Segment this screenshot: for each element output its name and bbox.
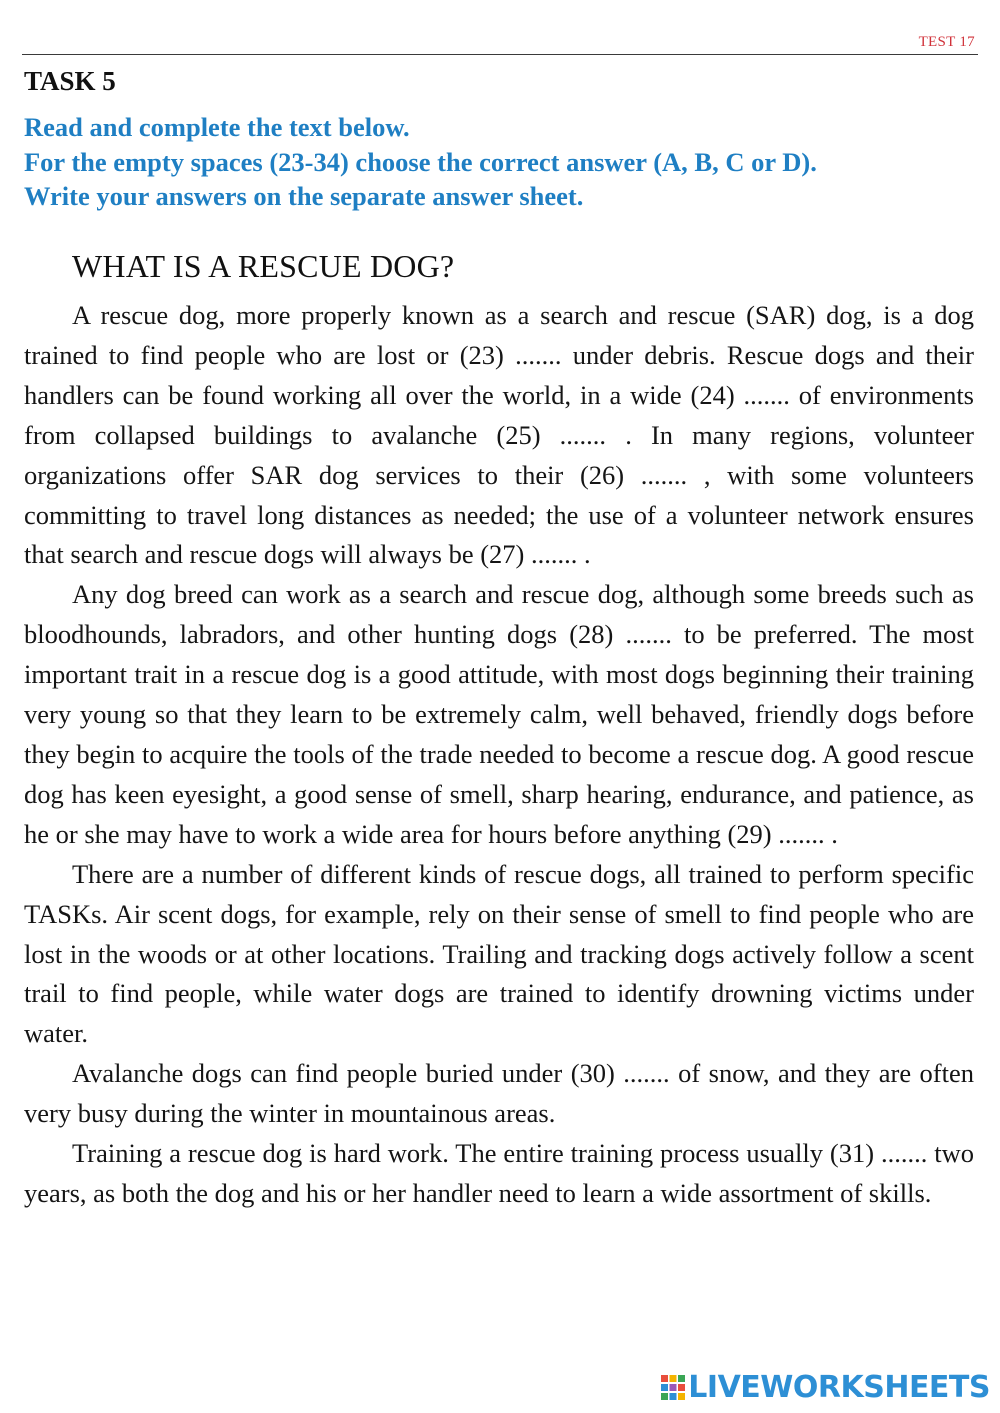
article-paragraph: There are a number of different kinds of rescue dogs, all trained to perform specific TASKs. Air scent dogs, for example, rely on their sense of smell to find people who are lost in the woods or at other locations. Trailing and tracking dogs actively follow a scent trail to find people, while water dogs are trained to identify drowning victims under water. — [24, 858, 974, 1049]
article-paragraph: A rescue dog, more properly known as a search and rescue (SAR) dog, is a dog trained to find people who are lost or (23) ....... under debris. Rescue dogs and their handlers can be found working all over the world, in a wide (24) ....... of environments from collapsed buildings to avalanche (25) ....... . In many regions, volunteer organizations offer SAR dog services to their (26) ....... , with some volunteers committing to travel long distances as needed; the use of a volunteer network ensures that search and rescue dogs will always be (27) ....... . — [24, 300, 974, 570]
article-body — [24, 296, 974, 1214]
instruction-line: Write your answers on the separate answer sheet. — [24, 181, 584, 211]
article-title: WHAT IS A RESCUE DOG? — [72, 248, 455, 284]
task-title: TASK 5 — [24, 66, 116, 96]
brand-name: LIVEWORKSHEETS — [688, 1370, 990, 1405]
test-label: TEST 17 — [918, 34, 975, 50]
liveworksheets-logo-icon — [660, 1373, 686, 1403]
header-divider — [22, 54, 978, 55]
task-instructions — [24, 110, 984, 214]
article-paragraph: Any dog breed can work as a search and rescue dog, although some breeds such as bloodhounds, labradors, and other hunting dogs (28) ....... to be preferred. The most important trait in a rescue dog is a good attitude, with most dogs beginning their training very young so that they learn to be extremely calm, well behaved, friendly dogs before they begin to acquire the tools of the trade needed to become a rescue dog. A good rescue dog has keen eyesight, a good sense of smell, sharp hearing, endurance, and patience, as he or she may have to work a wide area for hours before anything (29) ....... . — [24, 579, 974, 849]
article-paragraph: Avalanche dogs can find people buried under (30) ....... of snow, and they are often very busy during the winter in mountainous areas. — [24, 1058, 974, 1129]
article-paragraph: Training a rescue dog is hard work. The entire training process usually (31) ....... two years, as both the dog and his or her handler need to learn a wide assortment of skills. — [24, 1138, 974, 1208]
liveworksheets-brand[interactable] — [660, 1370, 990, 1405]
instruction-line: For the empty spaces (23-34) choose the correct answer (A, B, C or D). — [24, 146, 817, 177]
instruction-line: Read and complete the text below. — [24, 112, 410, 142]
